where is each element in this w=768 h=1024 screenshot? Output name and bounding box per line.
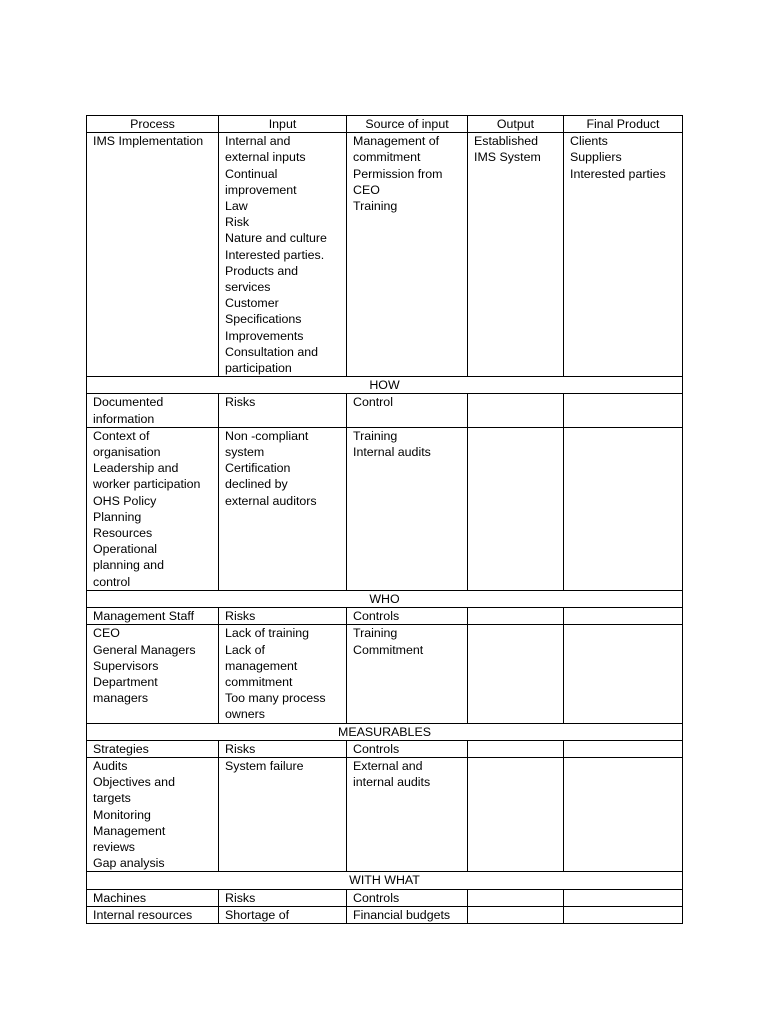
cell-final-product xyxy=(564,906,683,923)
cell-input: Internal and external inputs Continual improvement Law Risk Nature and culture Interested parties. Products and services Customer Specifications Improvements Consultation and participation xyxy=(219,133,347,377)
section-heading: HOW xyxy=(87,377,683,394)
header-final-product: Final Product xyxy=(564,116,683,133)
section-row xyxy=(87,723,683,740)
cell-output xyxy=(468,740,564,757)
cell-source-of-input: Financial budgets xyxy=(347,906,468,923)
table-row xyxy=(87,133,683,377)
cell-process: Documented information xyxy=(87,394,219,427)
cell-output xyxy=(468,889,564,906)
cell-input: Risks xyxy=(219,889,347,906)
cell-process: IMS Implementation xyxy=(87,133,219,377)
cell-process: Management Staff xyxy=(87,608,219,625)
cell-source-of-input: Controls xyxy=(347,608,468,625)
cell-final-product xyxy=(564,427,683,590)
cell-output: Established IMS System xyxy=(468,133,564,377)
cell-source-of-input: External and internal audits xyxy=(347,757,468,871)
cell-final-product xyxy=(564,608,683,625)
cell-process: Context of organisation Leadership and worker participation OHS Policy Planning Resources Operational planning and control xyxy=(87,427,219,590)
table-row xyxy=(87,625,683,723)
cell-input: Risks xyxy=(219,608,347,625)
cell-input: Lack of training Lack of management commitment Too many process owners xyxy=(219,625,347,723)
table-row xyxy=(87,889,683,906)
cell-final-product xyxy=(564,625,683,723)
table-row xyxy=(87,427,683,590)
table-header-row xyxy=(87,116,683,133)
cell-process: Machines xyxy=(87,889,219,906)
table-row xyxy=(87,740,683,757)
cell-process: Audits Objectives and targets Monitoring Management reviews Gap analysis xyxy=(87,757,219,871)
cell-input: Shortage of xyxy=(219,906,347,923)
cell-final-product: Clients Suppliers Interested parties xyxy=(564,133,683,377)
cell-final-product xyxy=(564,889,683,906)
cell-source-of-input: Training Commitment xyxy=(347,625,468,723)
section-heading: WITH WHAT xyxy=(87,872,683,889)
cell-source-of-input: Controls xyxy=(347,889,468,906)
cell-source-of-input: Management of commitment Permission from CEO Training xyxy=(347,133,468,377)
process-table xyxy=(86,115,683,924)
section-row xyxy=(87,590,683,607)
cell-final-product xyxy=(564,757,683,871)
cell-input: Non -compliant system Certification declined by external auditors xyxy=(219,427,347,590)
cell-input: Risks xyxy=(219,740,347,757)
cell-source-of-input: Controls xyxy=(347,740,468,757)
header-process: Process xyxy=(87,116,219,133)
cell-process: Internal resources xyxy=(87,906,219,923)
header-input: Input xyxy=(219,116,347,133)
section-row xyxy=(87,872,683,889)
cell-input: Risks xyxy=(219,394,347,427)
table-row xyxy=(87,906,683,923)
cell-process: Strategies xyxy=(87,740,219,757)
table-row xyxy=(87,757,683,871)
cell-output xyxy=(468,625,564,723)
cell-output xyxy=(468,757,564,871)
table-row xyxy=(87,608,683,625)
cell-final-product xyxy=(564,740,683,757)
table-body xyxy=(87,133,683,924)
header-source-of-input: Source of input xyxy=(347,116,468,133)
cell-process: CEO General Managers Supervisors Department managers xyxy=(87,625,219,723)
cell-output xyxy=(468,427,564,590)
table-row xyxy=(87,394,683,427)
cell-output xyxy=(468,906,564,923)
cell-output xyxy=(468,394,564,427)
cell-source-of-input: Control xyxy=(347,394,468,427)
cell-output xyxy=(468,608,564,625)
section-row xyxy=(87,377,683,394)
cell-input: System failure xyxy=(219,757,347,871)
header-output: Output xyxy=(468,116,564,133)
cell-source-of-input: Training Internal audits xyxy=(347,427,468,590)
cell-final-product xyxy=(564,394,683,427)
section-heading: WHO xyxy=(87,590,683,607)
section-heading: MEASURABLES xyxy=(87,723,683,740)
